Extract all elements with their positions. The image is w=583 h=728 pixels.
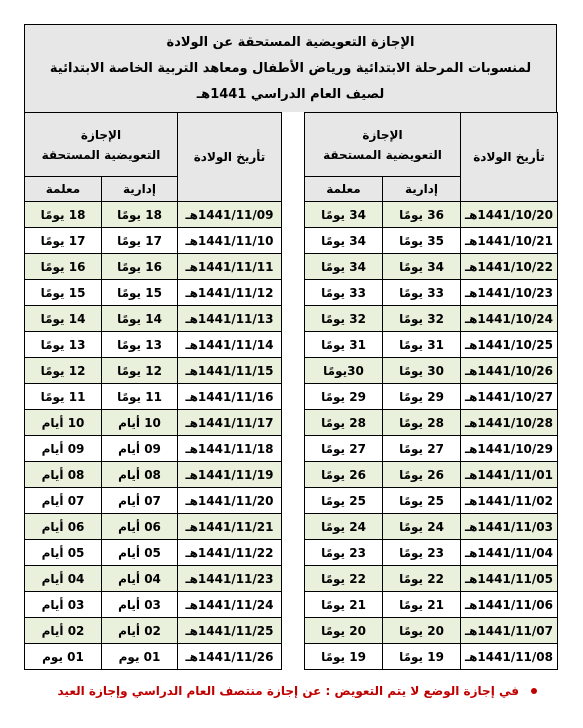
- teacher-days-cell: 26 يومًا: [305, 462, 383, 488]
- table-row: [25, 514, 282, 540]
- date-cell: 1441/10/25هـ: [461, 332, 558, 358]
- table-row: [305, 592, 558, 618]
- date-cell: 1441/10/23هـ: [461, 280, 558, 306]
- teacher-days-cell: 31 يومًا: [305, 332, 383, 358]
- table-row: [25, 540, 282, 566]
- table-row: [25, 306, 282, 332]
- header-compensatory-leave: [25, 113, 178, 177]
- admin-days-cell: 02 أيام: [102, 618, 178, 644]
- header-compensatory-leave: [305, 113, 461, 177]
- date-cell: 1441/11/10هـ: [178, 228, 282, 254]
- teacher-days-cell: 03 أيام: [25, 592, 102, 618]
- teacher-days-cell: 33 يومًا: [305, 280, 383, 306]
- admin-days-cell: 24 يومًا: [383, 514, 461, 540]
- admin-days-cell: 33 يومًا: [383, 280, 461, 306]
- teacher-days-cell: 07 أيام: [25, 488, 102, 514]
- teacher-days-cell: 25 يومًا: [305, 488, 383, 514]
- header-leave-line-1: الإجازة: [362, 127, 403, 142]
- date-cell: 1441/11/02هـ: [461, 488, 558, 514]
- admin-days-cell: 06 أيام: [102, 514, 178, 540]
- teacher-days-cell: 11 يومًا: [25, 384, 102, 410]
- admin-days-cell: 03 أيام: [102, 592, 178, 618]
- admin-days-cell: 21 يومًا: [383, 592, 461, 618]
- teacher-days-cell: 02 أيام: [25, 618, 102, 644]
- admin-days-cell: 16 يومًا: [102, 254, 178, 280]
- date-cell: 1441/11/18هـ: [178, 436, 282, 462]
- admin-days-cell: 12 يومًا: [102, 358, 178, 384]
- footnote-text: في إجازة الوضع لا يتم التعويض : عن إجازة منتصف العام الدراسي وإجازة العيد: [57, 684, 519, 698]
- admin-days-cell: 01 يوم: [102, 644, 178, 670]
- table-row: [305, 566, 558, 592]
- table-row: [305, 358, 558, 384]
- admin-days-cell: 05 أيام: [102, 540, 178, 566]
- header-admin: إدارية: [102, 177, 178, 202]
- admin-days-cell: 29 يومًا: [383, 384, 461, 410]
- header-birth-date: تأريخ الولادة: [461, 113, 558, 202]
- teacher-days-cell: 16 يومًا: [25, 254, 102, 280]
- date-cell: 1441/11/20هـ: [178, 488, 282, 514]
- table-row: [305, 228, 558, 254]
- teacher-days-cell: 06 أيام: [25, 514, 102, 540]
- teacher-days-cell: 32 يومًا: [305, 306, 383, 332]
- date-cell: 1441/11/13هـ: [178, 306, 282, 332]
- teacher-days-cell: 20 يومًا: [305, 618, 383, 644]
- table-row: [25, 228, 282, 254]
- teacher-days-cell: 34 يومًا: [305, 202, 383, 228]
- teacher-days-cell: 10 أيام: [25, 410, 102, 436]
- date-cell: 1441/11/05هـ: [461, 566, 558, 592]
- table-row: [25, 332, 282, 358]
- date-cell: 1441/11/22هـ: [178, 540, 282, 566]
- date-cell: 1441/11/15هـ: [178, 358, 282, 384]
- date-cell: 1441/11/19هـ: [178, 462, 282, 488]
- header-teacher: معلمة: [25, 177, 102, 202]
- admin-days-cell: 35 يومًا: [383, 228, 461, 254]
- table-row: [25, 592, 282, 618]
- table-row: [25, 358, 282, 384]
- table-row: [305, 306, 558, 332]
- table-row: [305, 462, 558, 488]
- table-body-right: [305, 202, 558, 670]
- table-row: [25, 254, 282, 280]
- date-cell: 1441/11/14هـ: [178, 332, 282, 358]
- table-row: [305, 618, 558, 644]
- admin-days-cell: 13 يومًا: [102, 332, 178, 358]
- table-row: [25, 384, 282, 410]
- table-row: [25, 280, 282, 306]
- table-row: [25, 436, 282, 462]
- table-row: [25, 462, 282, 488]
- bullet-icon: [531, 688, 537, 694]
- teacher-days-cell: 34 يومًا: [305, 228, 383, 254]
- date-cell: 1441/11/08هـ: [461, 644, 558, 670]
- admin-days-cell: 20 يومًا: [383, 618, 461, 644]
- admin-days-cell: 08 أيام: [102, 462, 178, 488]
- header-leave-line-1: الإجازة: [80, 127, 122, 142]
- teacher-days-cell: 18 يومًا: [25, 202, 102, 228]
- date-cell: 1441/11/12هـ: [178, 280, 282, 306]
- date-cell: 1441/11/23هـ: [178, 566, 282, 592]
- table-row: [305, 540, 558, 566]
- teacher-days-cell: 24 يومًا: [305, 514, 383, 540]
- footnote: [58, 684, 538, 698]
- table-row: [305, 202, 558, 228]
- admin-days-cell: 34 يومًا: [383, 254, 461, 280]
- teacher-days-cell: 22 يومًا: [305, 566, 383, 592]
- header-teacher: معلمة: [305, 177, 383, 202]
- teacher-days-cell: 19 يومًا: [305, 644, 383, 670]
- table-row: [305, 644, 558, 670]
- date-cell: 1441/11/24هـ: [178, 592, 282, 618]
- header-birth-date: تأريخ الولادة: [178, 113, 282, 202]
- teacher-days-cell: 17 يومًا: [25, 228, 102, 254]
- admin-days-cell: 17 يومًا: [102, 228, 178, 254]
- teacher-days-cell: 13 يومًا: [25, 332, 102, 358]
- admin-days-cell: 26 يومًا: [383, 462, 461, 488]
- teacher-days-cell: 21 يومًا: [305, 592, 383, 618]
- admin-days-cell: 25 يومًا: [383, 488, 461, 514]
- table-body-left: [25, 202, 282, 670]
- admin-days-cell: 11 يومًا: [102, 384, 178, 410]
- date-cell: 1441/10/29هـ: [461, 436, 558, 462]
- admin-days-cell: 22 يومًا: [383, 566, 461, 592]
- date-cell: 1441/11/03هـ: [461, 514, 558, 540]
- table-row: [25, 644, 282, 670]
- teacher-days-cell: 15 يومًا: [25, 280, 102, 306]
- title-box: [24, 24, 557, 112]
- date-cell: 1441/10/28هـ: [461, 410, 558, 436]
- table-row: [25, 202, 282, 228]
- date-cell: 1441/11/06هـ: [461, 592, 558, 618]
- admin-days-cell: 15 يومًا: [102, 280, 178, 306]
- table-row: [305, 280, 558, 306]
- admin-days-cell: 10 أيام: [102, 410, 178, 436]
- admin-days-cell: 09 أيام: [102, 436, 178, 462]
- admin-days-cell: 04 أيام: [102, 566, 178, 592]
- teacher-days-cell: 27 يومًا: [305, 436, 383, 462]
- birth-leave-table-left: [24, 112, 282, 670]
- teacher-days-cell: 01 يوم: [25, 644, 102, 670]
- date-cell: 1441/10/26هـ: [461, 358, 558, 384]
- date-cell: 1441/11/07هـ: [461, 618, 558, 644]
- admin-days-cell: 32 يومًا: [383, 306, 461, 332]
- table-row: [25, 566, 282, 592]
- teacher-days-cell: 14 يومًا: [25, 306, 102, 332]
- date-cell: 1441/11/26هـ: [178, 644, 282, 670]
- header-leave-line-2: التعويضية المستحقة: [323, 147, 442, 162]
- teacher-days-cell: 34 يومًا: [305, 254, 383, 280]
- date-cell: 1441/11/04هـ: [461, 540, 558, 566]
- date-cell: 1441/11/25هـ: [178, 618, 282, 644]
- teacher-days-cell: 08 أيام: [25, 462, 102, 488]
- header-admin: إدارية: [383, 177, 461, 202]
- admin-days-cell: 19 يومًا: [383, 644, 461, 670]
- title-line-3: لصيف العام الدراسي 1441هـ: [196, 86, 385, 102]
- teacher-days-cell: 12 يومًا: [25, 358, 102, 384]
- teacher-days-cell: 29 يومًا: [305, 384, 383, 410]
- admin-days-cell: 30 يومًا: [383, 358, 461, 384]
- date-cell: 1441/11/21هـ: [178, 514, 282, 540]
- date-cell: 1441/10/21هـ: [461, 228, 558, 254]
- table-row: [25, 488, 282, 514]
- table-row: [305, 488, 558, 514]
- table-row: [305, 410, 558, 436]
- teacher-days-cell: 30يومًا: [305, 358, 383, 384]
- teacher-days-cell: 28 يومًا: [305, 410, 383, 436]
- date-cell: 1441/11/17هـ: [178, 410, 282, 436]
- date-cell: 1441/10/20هـ: [461, 202, 558, 228]
- birth-leave-table-right: [304, 112, 558, 670]
- admin-days-cell: 36 يومًا: [383, 202, 461, 228]
- title-line-2: لمنسوبات المرحلة الابتدائية ورياض الأطفال ومعاهد التربية الخاصة الابتدائية: [49, 60, 532, 76]
- title-line-1: الإجازة التعويضية المستحقة عن الولادة: [166, 34, 415, 50]
- table-row: [305, 384, 558, 410]
- teacher-days-cell: 23 يومًا: [305, 540, 383, 566]
- table-row: [305, 254, 558, 280]
- admin-days-cell: 18 يومًا: [102, 202, 178, 228]
- admin-days-cell: 31 يومًا: [383, 332, 461, 358]
- header-leave-line-2: التعويضية المستحقة: [41, 147, 161, 162]
- admin-days-cell: 28 يومًا: [383, 410, 461, 436]
- date-cell: 1441/11/11هـ: [178, 254, 282, 280]
- table-row: [25, 618, 282, 644]
- date-cell: 1441/10/22هـ: [461, 254, 558, 280]
- date-cell: 1441/11/01هـ: [461, 462, 558, 488]
- admin-days-cell: 14 يومًا: [102, 306, 178, 332]
- table-row: [305, 332, 558, 358]
- date-cell: 1441/10/24هـ: [461, 306, 558, 332]
- admin-days-cell: 23 يومًا: [383, 540, 461, 566]
- admin-days-cell: 27 يومًا: [383, 436, 461, 462]
- teacher-days-cell: 09 أيام: [25, 436, 102, 462]
- table-row: [305, 436, 558, 462]
- date-cell: 1441/10/27هـ: [461, 384, 558, 410]
- table-row: [305, 514, 558, 540]
- teacher-days-cell: 05 أيام: [25, 540, 102, 566]
- teacher-days-cell: 04 أيام: [25, 566, 102, 592]
- table-row: [25, 410, 282, 436]
- admin-days-cell: 07 أيام: [102, 488, 178, 514]
- date-cell: 1441/11/09هـ: [178, 202, 282, 228]
- date-cell: 1441/11/16هـ: [178, 384, 282, 410]
